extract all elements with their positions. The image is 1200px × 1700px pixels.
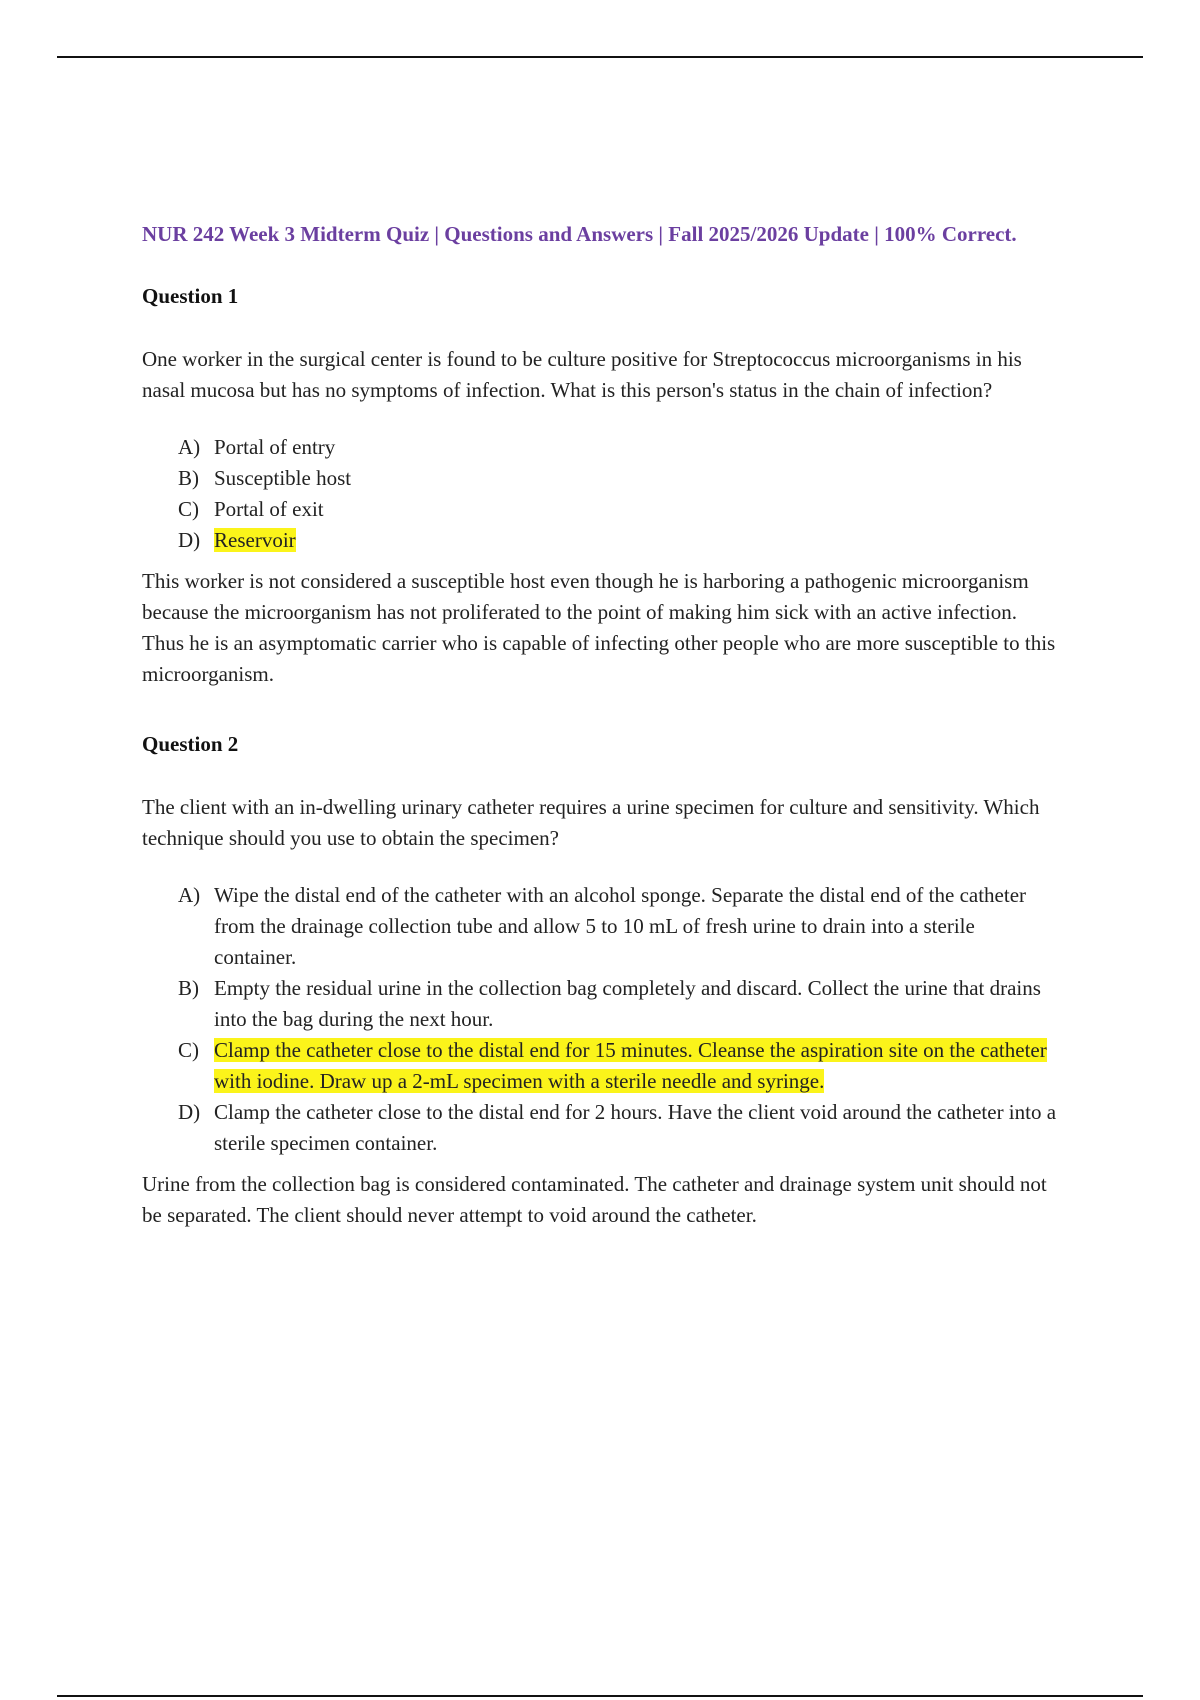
question-heading: Question 1	[142, 284, 239, 308]
option-letter: D)	[178, 528, 201, 552]
answer-rationale: This worker is not considered a susceptible host even though he is harboring a pathogenic microorganism because the microorganism has not proliferated to the point of making him sick with an active infection. Thus he is an asymptomatic carrier who is capable of infecting other people who are more susceptible to this microorganism.	[142, 569, 1056, 686]
option-letter: D)	[178, 1100, 201, 1124]
answer-option-a	[178, 432, 1062, 463]
answer-option-c	[178, 494, 1062, 525]
answer-option-b	[178, 973, 1062, 1035]
highlighted-correct-answer: Clamp the catheter close to the distal end for 15 minutes. Cleanse the aspiration site on the catheter with iodine. Draw up a 2-mL specimen with a sterile needle and syringe.	[214, 1038, 1047, 1093]
footer-rule	[57, 1695, 1143, 1697]
answer-option-c	[178, 1035, 1062, 1097]
question-2	[142, 730, 1062, 1231]
option-letter: C)	[178, 1038, 199, 1062]
question-stem: The client with an in-dwelling urinary catheter requires a urine specimen for culture and sensitivity. Which technique should you use to obtain the specimen?	[142, 795, 1040, 850]
answer-option-a	[178, 880, 1062, 973]
option-letter: C)	[178, 497, 199, 521]
option-text: Empty the residual urine in the collection bag completely and discard. Collect the urine that drains into the bag during the next hour.	[214, 976, 1041, 1031]
option-letter: B)	[178, 466, 199, 490]
answer-option-d	[178, 525, 1062, 556]
question-1	[142, 282, 1062, 690]
header-rule	[57, 56, 1143, 58]
document-title: NUR 242 Week 3 Midterm Quiz | Questions and Answers | Fall 2025/2026 Update | 100% Correct.	[142, 222, 1017, 246]
option-text: Susceptible host	[214, 466, 352, 490]
question-heading: Question 2	[142, 732, 239, 756]
option-letter: A)	[178, 435, 201, 459]
answer-options	[142, 880, 1062, 1159]
option-letter: A)	[178, 883, 201, 907]
answer-option-b	[178, 463, 1062, 494]
option-text: Portal of entry	[214, 435, 336, 459]
option-text: Wipe the distal end of the catheter with an alcohol sponge. Separate the distal end of the catheter from the drainage collection tube and allow 5 to 10 mL of fresh urine to drain into a sterile container.	[214, 883, 1027, 969]
highlighted-correct-answer: Reservoir	[214, 528, 296, 552]
document-body	[142, 220, 1062, 1231]
question-stem: One worker in the surgical center is found to be culture positive for Streptococcus microorganisms in his nasal mucosa but has no symptoms of infection. What is this person's status in the chain of infection?	[142, 347, 1022, 402]
option-letter: B)	[178, 976, 199, 1000]
option-text: Clamp the catheter close to the distal end for 2 hours. Have the client void around the catheter into a sterile specimen container.	[214, 1100, 1057, 1155]
answer-rationale: Urine from the collection bag is considered contaminated. The catheter and drainage system unit should not be separated. The client should never attempt to void around the catheter.	[142, 1172, 1047, 1227]
option-text: Portal of exit	[214, 497, 324, 521]
answer-option-d	[178, 1097, 1062, 1159]
answer-options	[142, 432, 1062, 556]
